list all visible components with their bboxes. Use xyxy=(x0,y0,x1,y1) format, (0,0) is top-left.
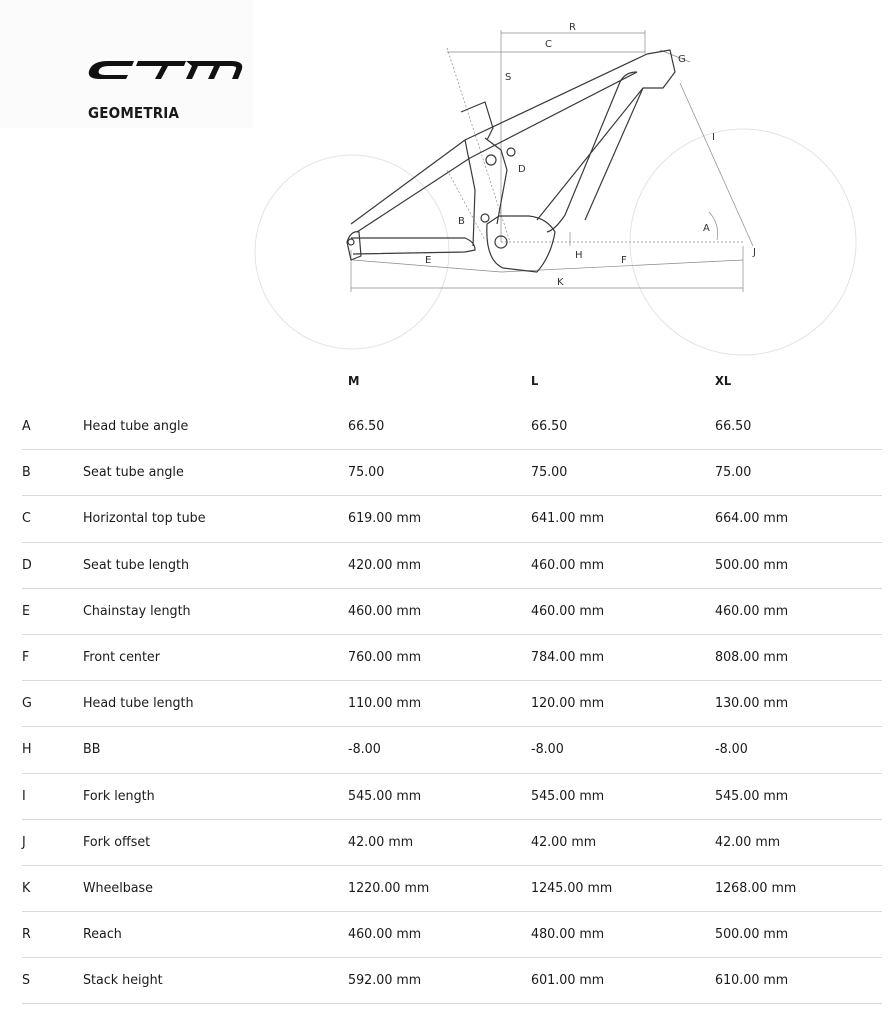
cell-xl: 66.50 xyxy=(715,418,752,434)
diagram-label: B xyxy=(458,216,465,227)
diagram-label: D xyxy=(518,164,526,175)
row-name: Head tube length xyxy=(83,695,194,712)
row-code: R xyxy=(22,926,31,943)
row-code: D xyxy=(22,556,32,573)
row-code: G xyxy=(22,695,32,712)
row-name: Head tube angle xyxy=(83,418,189,434)
cell-m: 1220.00 mm xyxy=(348,879,430,896)
cell-xl: 75.00 xyxy=(715,464,752,481)
cell-l: -8.00 xyxy=(531,741,564,758)
cell-m: 110.00 mm xyxy=(348,695,422,712)
row-code: K xyxy=(22,879,31,896)
table-row xyxy=(22,589,882,635)
cell-m: 42.00 mm xyxy=(348,833,414,850)
cell-l: 75.00 xyxy=(531,464,568,481)
bike-geometry-diagram xyxy=(325,10,755,360)
cell-m: -8.00 xyxy=(348,741,381,758)
table-row xyxy=(22,912,882,958)
table-row xyxy=(22,635,882,681)
diagram-label: C xyxy=(545,39,552,50)
size-header-l: L xyxy=(531,373,539,388)
cell-l: 460.00 mm xyxy=(531,602,605,619)
cell-xl: 500.00 mm xyxy=(715,556,789,573)
diagram-label: G xyxy=(678,54,686,65)
table-row xyxy=(22,404,882,450)
cell-xl: 808.00 mm xyxy=(715,648,789,665)
cell-m: 545.00 mm xyxy=(348,787,422,804)
cell-m: 592.00 mm xyxy=(348,972,422,989)
cell-xl: 42.00 mm xyxy=(715,833,781,850)
cell-xl: 1268.00 mm xyxy=(715,879,797,896)
cell-l: 1245.00 mm xyxy=(531,879,613,896)
cell-xl: -8.00 xyxy=(715,741,748,758)
row-name: Front center xyxy=(83,648,160,665)
row-name: Seat tube length xyxy=(83,556,190,573)
cell-xl: 130.00 mm xyxy=(715,695,789,712)
cell-xl: 610.00 mm xyxy=(715,972,789,989)
row-name: Horizontal top tube xyxy=(83,510,206,527)
size-header-row xyxy=(0,370,893,392)
row-code: A xyxy=(22,418,31,434)
row-name: Wheelbase xyxy=(83,879,153,896)
brand-panel xyxy=(0,0,253,128)
cell-xl: 545.00 mm xyxy=(715,787,789,804)
diagram-label: S xyxy=(505,72,512,83)
table-row xyxy=(22,958,882,1004)
table-row xyxy=(22,820,882,866)
cell-l: 784.00 mm xyxy=(531,648,605,665)
diagram-label: K xyxy=(557,277,564,288)
row-code: E xyxy=(22,602,31,619)
diagram-label: R xyxy=(569,22,576,33)
size-header-m: M xyxy=(348,373,360,388)
diagram-label: H xyxy=(575,250,583,261)
table-row xyxy=(22,774,882,820)
table-row xyxy=(22,866,882,912)
cell-m: 420.00 mm xyxy=(348,556,422,573)
cell-l: 641.00 mm xyxy=(531,510,605,527)
table-row xyxy=(22,450,882,496)
cell-l: 42.00 mm xyxy=(531,833,597,850)
diagram-label: I xyxy=(712,132,715,143)
cell-xl: 664.00 mm xyxy=(715,510,789,527)
cell-m: 66.50 xyxy=(348,418,385,434)
row-name: Fork offset xyxy=(83,833,151,850)
cell-m: 460.00 mm xyxy=(348,926,422,943)
row-code: B xyxy=(22,464,31,481)
cell-m: 460.00 mm xyxy=(348,602,422,619)
row-code: C xyxy=(22,510,31,527)
rear-wheel xyxy=(255,155,449,349)
page-subtitle: GEOMETRIA xyxy=(88,104,180,122)
table-row xyxy=(22,681,882,727)
diagram-label: A xyxy=(703,223,710,234)
cell-l: 66.50 xyxy=(531,418,568,434)
row-code: I xyxy=(22,787,26,804)
geometry-table xyxy=(22,404,882,1004)
table-row xyxy=(22,727,882,773)
row-code: H xyxy=(22,741,32,758)
diagram-label: E xyxy=(425,255,432,266)
table-row xyxy=(22,543,882,589)
cell-l: 480.00 mm xyxy=(531,926,605,943)
row-code: J xyxy=(22,833,26,850)
row-code: F xyxy=(22,648,30,665)
cell-m: 760.00 mm xyxy=(348,648,422,665)
row-name: Fork length xyxy=(83,787,155,804)
row-name: Reach xyxy=(83,926,122,943)
cell-m: 619.00 mm xyxy=(348,510,422,527)
table-row xyxy=(22,496,882,542)
cell-l: 545.00 mm xyxy=(531,787,605,804)
row-name: Stack height xyxy=(83,972,163,989)
row-name: BB xyxy=(83,741,101,758)
size-header-xl: XL xyxy=(715,373,732,388)
cell-l: 460.00 mm xyxy=(531,556,605,573)
row-name: Seat tube angle xyxy=(83,464,184,481)
cell-l: 601.00 mm xyxy=(531,972,605,989)
row-code: S xyxy=(22,972,31,989)
cell-xl: 460.00 mm xyxy=(715,602,789,619)
diagram-label: F xyxy=(621,255,627,266)
cell-l: 120.00 mm xyxy=(531,695,605,712)
ctm-logo xyxy=(86,58,246,82)
cell-m: 75.00 xyxy=(348,464,385,481)
cell-xl: 500.00 mm xyxy=(715,926,789,943)
diagram-label: J xyxy=(753,247,756,258)
row-name: Chainstay length xyxy=(83,602,191,619)
